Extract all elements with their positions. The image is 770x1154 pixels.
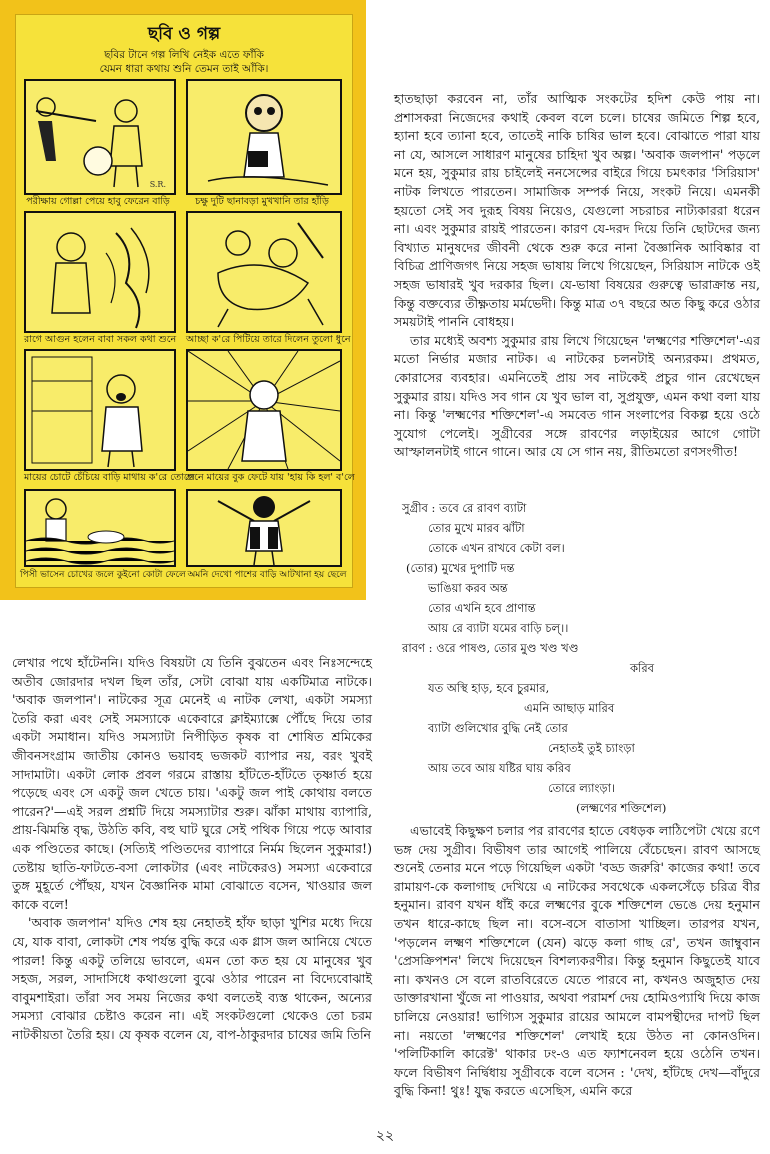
comic-caption: রাগে আগুন হলেন বাবা সকল কথা শুনে	[24, 334, 177, 345]
crying-aunt-illustration	[26, 491, 174, 565]
body-paragraph: তার মধ্যেই অবশ্য সুকুমার রায় লিখে গিয়েছেন 'লক্ষ্মণের শক্তিশেল'-এর মতো নির্ভার মজার নাটক। এ নাটকের চলনটাই অন্যরকম। প্রথমত, কোরাসের ব্যবহার। এমনিতেই প্রায় সব নাটকেই প্রচুর গান রেখেছেন সুকুমার রায়। যদিও সব গান যে খুব ভাল বা, সুপ্রযুক্ত, এমন কথা বলা যায় না। কিন্তু 'লক্ষ্মণের শক্তিশেল'-এ সমবেত গান সংলাপের বিকল্প হয়ে ওঠে সুযোগ পেলেই। সুগ্রীবের সঙ্গে রাবণের লড়াইয়ের আগে গোটা আস্ফালনটাই গানে গানে। আর যে সে গান নয়, রীতিমতো রণসংগীত!	[394, 332, 760, 460]
comic-panel-6	[186, 349, 342, 471]
comic-caption: পিসী ভাসেন চোখের জলে কুইনো কোটা ফেলে	[20, 570, 186, 580]
poem-line: আয় তবে আয় যষ্টির ঘায় করিব	[428, 761, 571, 775]
teacher-boy-illustration	[26, 81, 174, 193]
comic-frame	[15, 14, 353, 588]
poem-line: করিব	[630, 661, 655, 675]
poem-line: সুগ্রীব : তবে রে রাবণ ব্যাটা	[402, 501, 527, 515]
body-paragraph: এভাবেই কিছুক্ষণ চলার পর রাবণের হাতে বেধড়ক লাঠিপেটা খেয়ে রণে ভঙ্গ দেয় সুগ্রীব। বিভীষণ তার আগেই পালিয়ে বেঁচেছেন। রাবণ আসছে শুনেই তেনার মনে পড়ে গিয়েছিল একটা 'বড্ড জরুরি' কাজের কথা! তবে রামায়ণ-কে কলাগাছ দেখিয়ে এ নাটকের সবথেকে একলসেঁড়ে চরিত্র বীর হনুমান। রাবণ যখন ধাঁই করে লক্ষ্মণের বুকে শক্তিশেল ভেঙে দেয় হনুমান তখন ধারে-কাছে ছিল না। বসে-বসে বাতাসা খাচ্ছিল। তারপর যখন, 'পড়লেন লক্ষ্মণ শক্তিশেলে (যেন) ঝড়ে কলা গাছ রে', তখন জাম্বুবান 'প্রেসক্রিপশন' লিখে দিয়েছেন বিশল্যকরণীর। কিন্তু হনুমান কিছুতেই যাবে না। কখনও সে বলে রাতবিরেতে যেতে পারবে না, কখনও অজুহাত দেয় ডাক্তারখানা খুঁজে না পাওয়ার, অথবা পরামর্শ দেয় হোমিওপ্যাথি দিয়ে কাজ চালিয়ে নেওয়ার! ভাগ্যিস সুকুমার রায়ের আমলে বামপন্থীদের দাপট ছিল না। নয়তো 'লক্ষ্মণের শক্তিশেল' লেখাই হয়ে উঠত না কোনওদিন। 'পলিটিকালি কারেক্ট' থাকার ঢং-ও এত ফ্যাশনেবল হয়ে ওঠেনি তখন। ফলে বিভীষণ নির্দ্বিধায় সুগ্রীবকে বলে বসেন : 'দেখ, হাঁটছে দেখ—বাঁদুরে বুদ্ধি কিনা! থুঃ! যুদ্ধ করতে এসেছিস, এমনি করে	[394, 823, 760, 1099]
comic-caption: অমনি দেখো পাশের বাড়ি আটখানা হয় ছেলে	[187, 570, 347, 580]
comic-caption: চক্ষু দুটি ছানাবড়া মুখখানি তার হাঁড়ি	[195, 196, 329, 207]
comic-panel-1	[24, 79, 176, 195]
right-column-top	[394, 90, 760, 462]
comic-caption: শুনে মায়ের বুক ফেটে যায় 'হায় কি হল' ব'লে	[186, 472, 355, 483]
comic-panel-5	[24, 349, 176, 471]
burst-illustration	[188, 351, 340, 469]
poem-source: (লক্ষ্মণের শক্তিশেল)	[576, 801, 667, 815]
comic-panel-7	[24, 489, 176, 567]
comic-strip	[0, 0, 366, 600]
shocked-boy-illustration	[188, 81, 340, 193]
body-paragraph: 'অবাক জলপান' যদিও শেষ হয় নেহাতই হাঁফ ছাড়া খুশির মধ্যে দিয়ে যে, যাক বাবা, লোকটা শেষ পর্যন্ত বুদ্ধি করে এক গ্লাস জল আনিয়ে খেতে পারল! কিন্তু একটু তলিয়ে ভাবলে, এমন তো কত হয় যে মানুষের খুব সহজ, সরল, সাদাসিধে কথাগুলো বুঝে ওঠার পারেন না বিদ্যেবোঝাই বাবুমশাইরা। তাঁরা সব সময় নিজের কথা বলতেই ব্যস্ত থাকেন, অন্যের সমস্যা বোঝার চেষ্টাও করেন না। এই সংকটগুলো থেকেও তো চরম নাটকীয়তা তৈরি হয়। যে কৃষক বলেন যে, বাপ-ঠাকুরদার চাষের জমি তিনি	[12, 915, 372, 1042]
comic-caption: পরীক্ষায় গোল্লা পেয়ে হাবু ফেরেন বাড়ি	[26, 196, 170, 207]
comic-panel-8	[186, 489, 342, 567]
comic-panel-2	[186, 79, 342, 195]
angry-father-illustration	[26, 213, 174, 331]
beating-illustration	[188, 213, 340, 331]
poem-line: তোরে ল্যাংড়া।	[548, 781, 616, 795]
poem-line: তোর এখনি হবে প্রাণান্ত	[428, 601, 536, 615]
comic-panel-3	[24, 211, 176, 333]
poem-line: যত অস্থি হাড়, হবে চুরমার,	[428, 681, 550, 695]
left-column	[12, 654, 372, 1044]
body-paragraph: লেখার পথে হাঁটেননি। যদিও বিষয়টা যে তিনি বুঝতেন এবং নিঃসন্দেহে অতীব জোরদার দখল ছিল তাঁর, সেটা বোঝা যায় একটিমাত্র নাটকে। 'অবাক জলপান'। নাটকের সূত্র মেনেই এ নাটক লেখা, একটা সমস্যা তৈরি করা এবং সেই সমস্যাকে একেবারে ক্লাইম্যাক্সে পৌঁছে দিয়ে তার একটা সমাধান। যদিও সমস্যাটা নিপীড়িত কৃষক বা শোষিত শ্রমিকের জীবনসংগ্রাম জাতীয় কোনও ভয়াবহ ভজকট ব্যাপার নয়, বরং খুবই সাদামাটা। একটা লোক প্রবল গরমে রাস্তায় হাঁটতে-হাঁটতে তৃষ্ণার্ত হয়ে পড়েছে এবং সে একটু জল খেতে চায়। 'একটু জল পাই কোথায় বলতে পারেন?'—এই সরল প্রশ্নটি দিয়ে সমস্যাটার শুরু। ঝাঁকা মাথায় ব্যাপারি, প্রায়-ঝিমন্তি বৃদ্ধ, উঠতি কবি, বহু ঘাট ঘুরে সেই পথিক গিয়ে পড়ে আবার এক পণ্ডিতের কাছে। (সত্যিই পণ্ডিতদের ব্যাপারে নির্মম ছিলেন সুকুমার!) তেষ্টায় ছাতি-ফাটতে-বসা লোকটার (এবং নাটকেরও) সমস্যা একেবারে তুঙ্গ মুহূর্তে পৌঁছয়, যখন বৈজ্ঞানিক মামা বোঝাতে বসেন, খাওয়ার জল কাকে বলে!	[12, 655, 372, 912]
poem-line: আয় রে ব্যাটা যমের বাড়ি চল্।।	[428, 621, 569, 635]
comic-caption: মায়ের চোটে চেঁচিয়ে বাড়ি মাথায় ক'রে তোলে	[24, 472, 195, 483]
poem-line: তোকে এখন রাখবে কেটা বল।	[428, 541, 565, 555]
comic-verse-line: যেমন ধারা কথায় শুনি তেমন তাই আঁকি।	[99, 63, 269, 75]
comic-title: ছবি ও গল্প	[147, 24, 221, 44]
poem-line: তোর মুখে মারব ঝাঁটা	[428, 521, 525, 535]
poem-line: ভাঙিয়া করব অন্ত	[428, 581, 508, 595]
screaming-boy-illustration	[26, 351, 174, 469]
laughing-boy-illustration	[188, 491, 340, 565]
poem-line: নেহাতই তুই চ্যাংড়া	[548, 741, 635, 755]
poem-line: রাবণ : ওরে পাষণ্ড, তোর মুণ্ড খণ্ড খণ্ড	[402, 641, 579, 655]
poem-line: ব্যাটা গুলিখোর বুদ্ধি নেই তোর	[428, 721, 568, 735]
comic-caption: আচ্ছা ক'রে পিটিয়ে তারে দিলেন তুলো ধুনে	[186, 334, 351, 345]
comic-verse-line: ছবির টানে গল্প লিখি নেইক এতে ফাঁকি	[104, 49, 264, 61]
poem-line: (তোর) মুখের দুপাটি দন্ত	[406, 561, 515, 575]
body-paragraph: হাতছাড়া করবেন না, তাঁর আত্মিক সংকটের হদিশ কেউ পায় না। প্রশাসকরা নিজেদের কথাই কেবল বলে চলে। চাষের জমিতে শিল্প হবে, হ্যানা হবে ত্যানা হবে, তাতেই নাকি চাষির ভাল হবে। বোঝাতে পারা যায় না যে, আসলে সাধারণ মানুষের চাহিদা খুব অল্প। 'অবাক জলপান' পড়লে মনে হয়, সুকুমার রায় চাইলেই ননসেন্সের বাইরে গিয়ে চমৎকার 'সিরিয়াস' নাটক লিখতে পারতেন। সামাজিক সম্পর্ক নিয়ে, সংকট নিয়ে। এমনকী হয়তো সেই সব দুরূহ বিষয় নিয়েও, যেগুলো সচরাচর নাট্যকাররা ধরেন না। এবং সুকুমার রায়ই পারতেন। কারণ যে-দরদ দিয়ে তিনি ছোটদের জন্য বিখ্যাত মানুষদের জীবনী থেকে শুরু করে নানা বৈজ্ঞানিক আবিষ্কার বা বিচিত্র প্রাণিজগৎ নিয়ে সহজ ভাষায় লিখে গিয়েছেন, সিরিয়াস নাটকে ওই সহজ ভাষারই খুব দরকার ছিল। যে-ভাষা বিষয়ের গুরুত্বে ভারাক্রান্ত নয়, কিন্তু বক্তব্যের তীক্ষ্ণতায় মর্মভেদী। কিন্তু মাত্র ৩৭ বছরে অত কিছু করে ওঠার সময়টাই পাননি বোধহয়।	[394, 91, 761, 330]
poem-line: এমনি আছাড় মারিব	[524, 701, 615, 715]
page-number: ২২	[375, 1128, 395, 1144]
comic-panel-4	[186, 211, 342, 333]
artist-signature: S.R.	[149, 180, 166, 189]
right-column-bottom	[394, 822, 760, 1101]
